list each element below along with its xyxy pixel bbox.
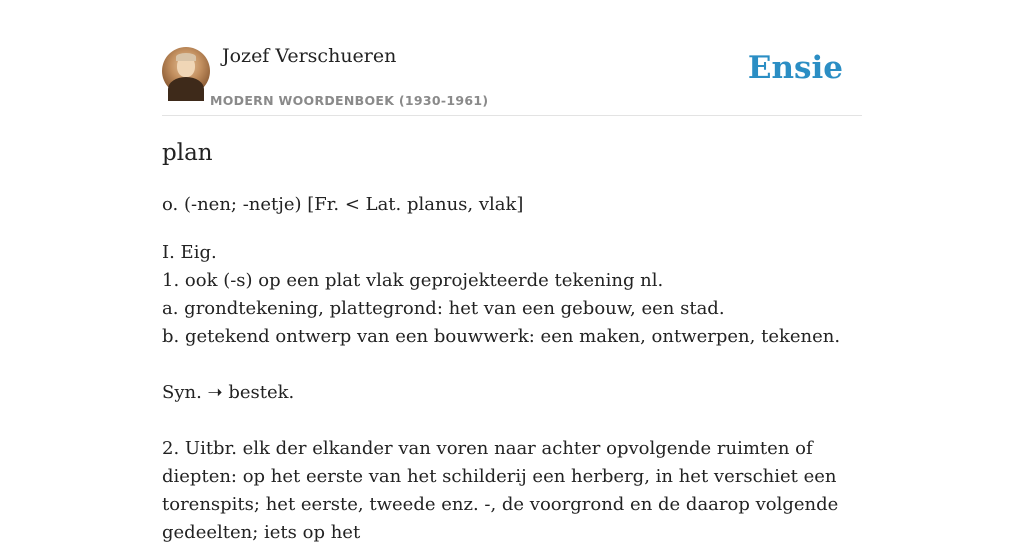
headword: plan <box>162 140 213 166</box>
grammar-info: o. (-nen; -netje) [Fr. < Lat. planus, vlak] <box>162 194 524 215</box>
blank-line <box>162 351 862 379</box>
definition-paragraph: 2. Uitbr. elk der elkander van voren naar achter opvolgende ruimten of diepten: op het eerste van het schilderij een herberg, in het verschiet een torenspits; het eerste, tweede enz. -, de voorgrond en de daarop volgende gedeelten; iets op het <box>162 438 839 543</box>
definition-line: 1. ook (-s) op een plat vlak geprojekteerde tekening nl. <box>162 270 664 291</box>
definition-line: b. getekend ontwerp van een bouwwerk: een maken, ontwerpen, tekenen. <box>162 326 841 347</box>
avatar-robe <box>168 77 204 101</box>
definition-line: I. Eig. <box>162 242 217 263</box>
author-avatar[interactable] <box>162 47 210 95</box>
definition-line: a. grondtekening, plattegrond: het van een gebouw, een stad. <box>162 298 725 319</box>
avatar-hair <box>176 53 196 61</box>
blank-line <box>162 407 862 435</box>
synonym-line: Syn. ➝ bestek. <box>162 382 295 403</box>
content-container <box>162 0 862 543</box>
entry-header <box>162 0 862 116</box>
author-name[interactable]: Jozef Verschueren <box>222 45 397 67</box>
ensie-logo[interactable]: Ensie <box>747 50 843 86</box>
definition-body <box>162 239 862 547</box>
source-label[interactable]: MODERN WOORDENBOEK (1930-1961) <box>210 93 489 108</box>
